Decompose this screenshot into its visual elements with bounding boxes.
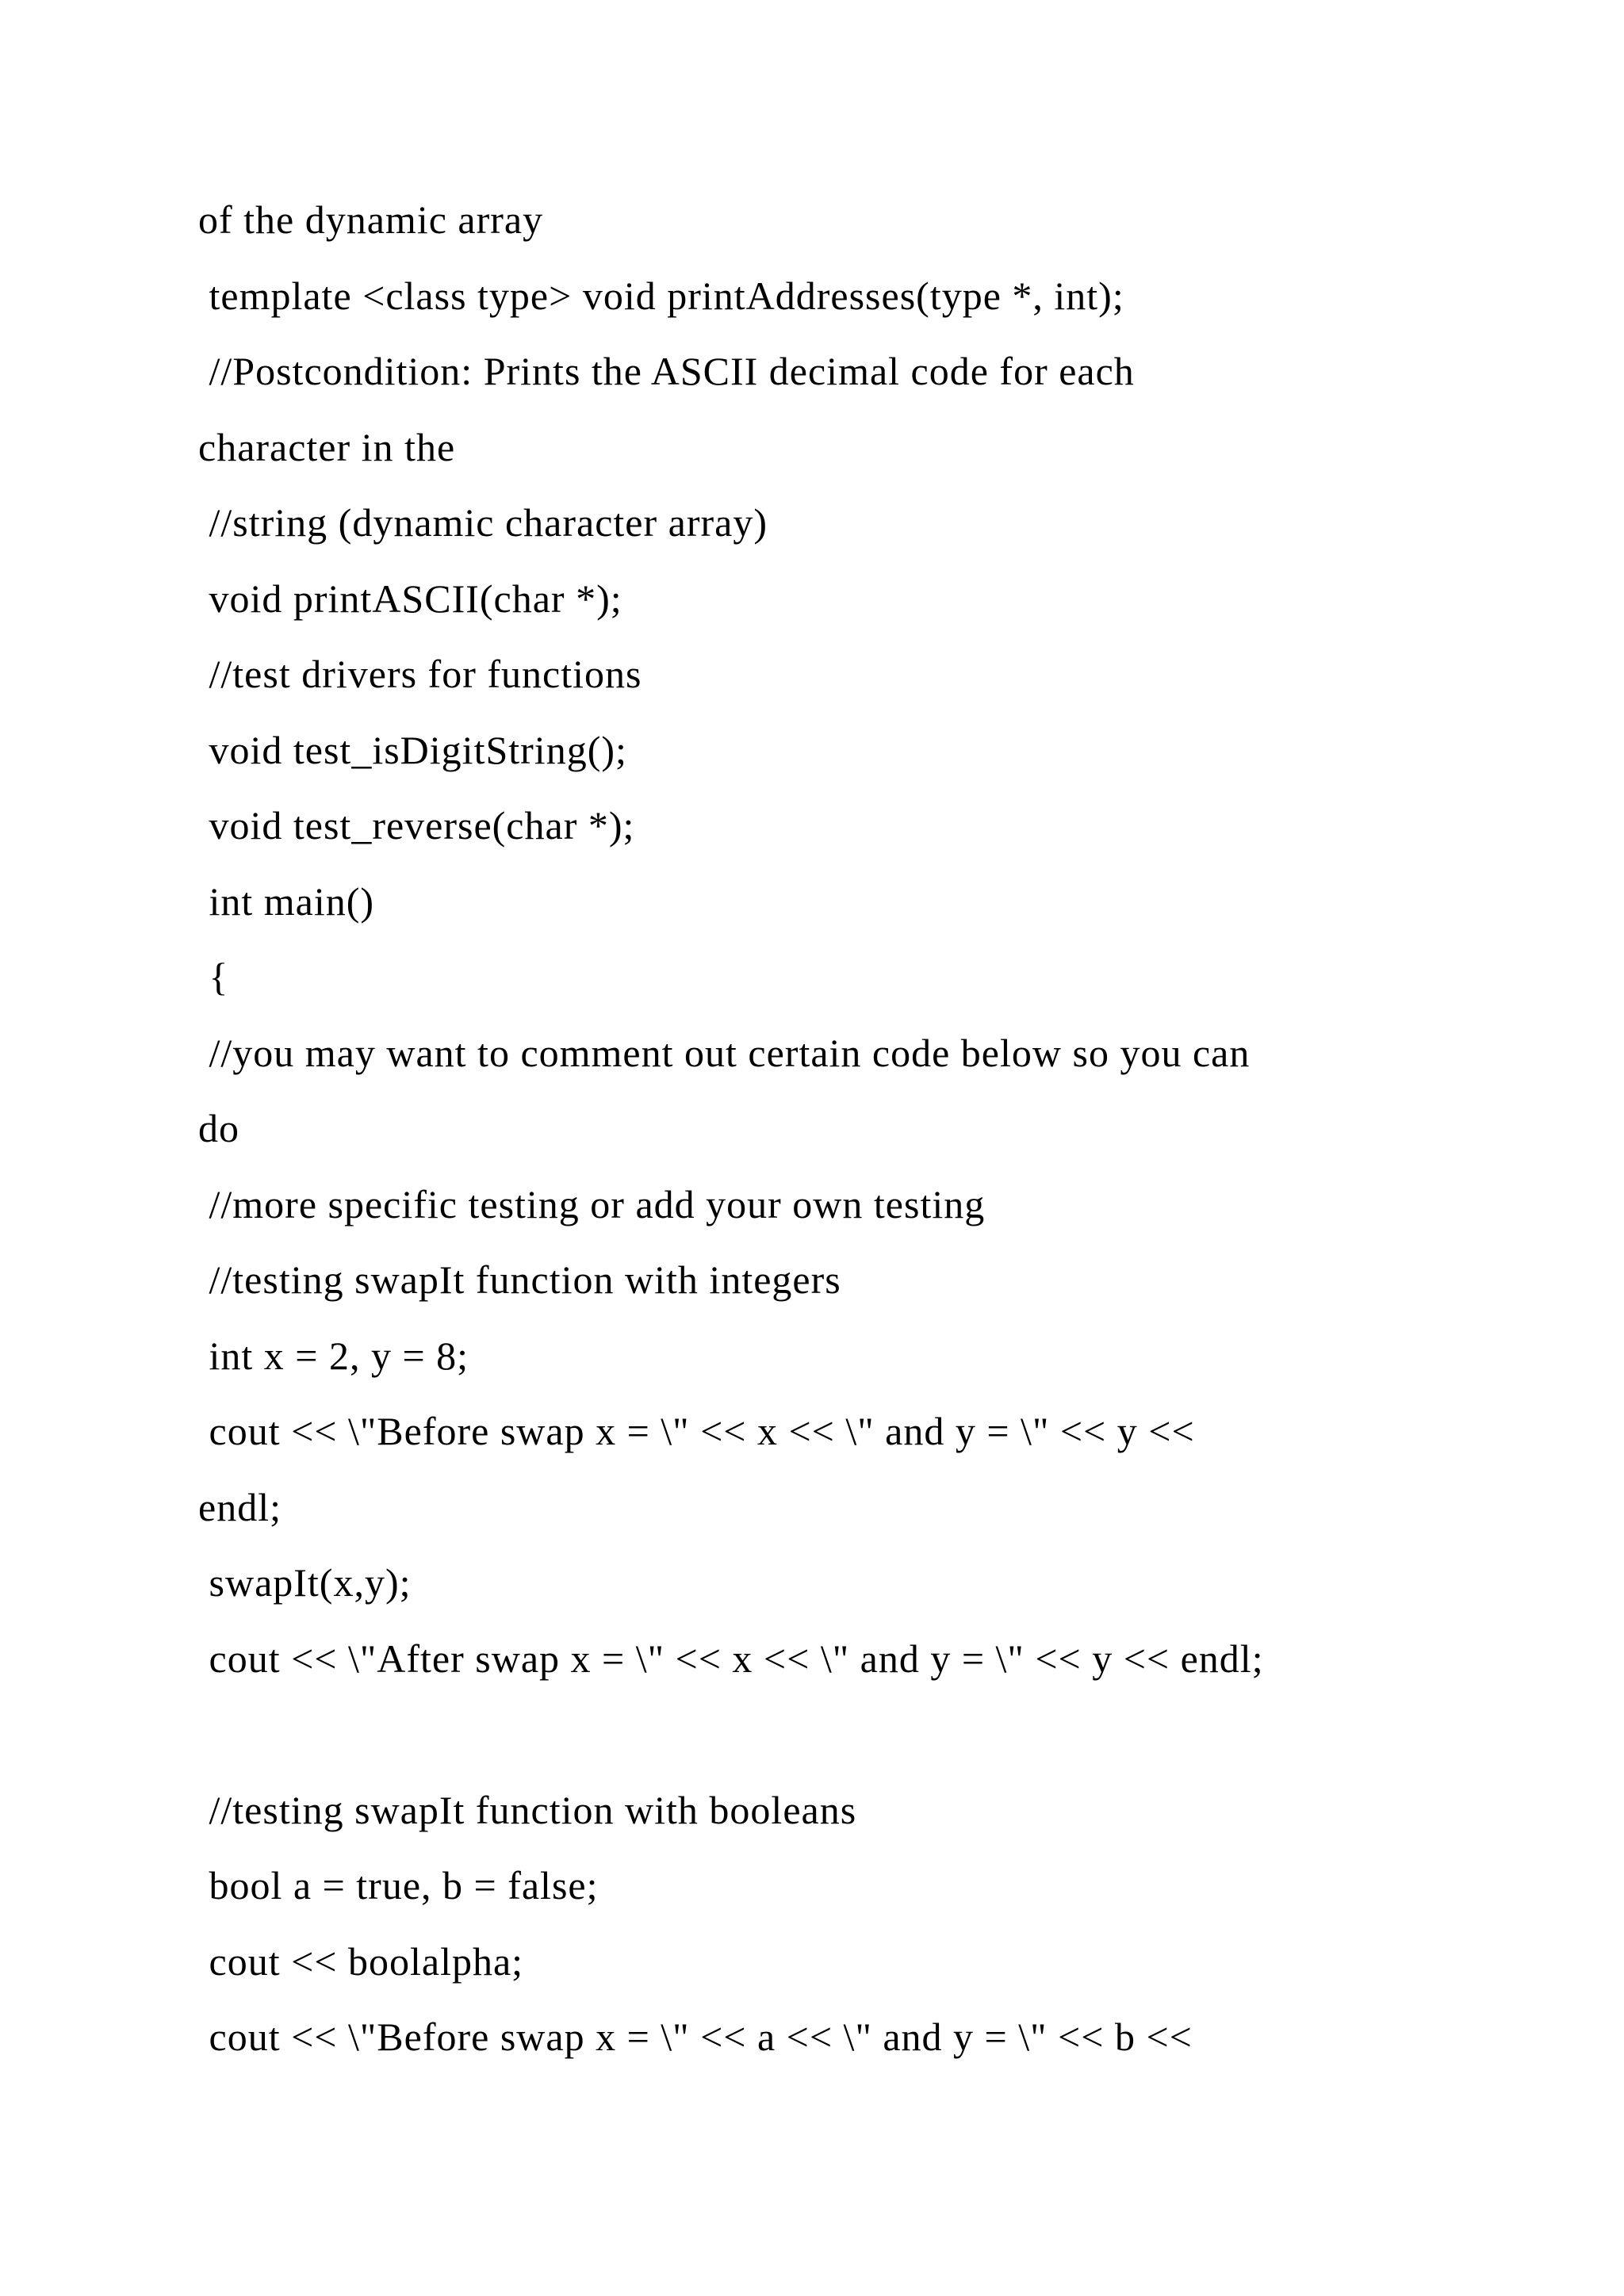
text-line: void test_reverse(char *); xyxy=(198,803,635,848)
text-line: //you may want to comment out certain code below so you can xyxy=(198,1031,1251,1075)
text-line: cout << boolalpha; xyxy=(198,1939,524,1984)
text-line: void test_isDigitString(); xyxy=(198,728,627,772)
text-line: { xyxy=(198,955,229,999)
text-line: int x = 2, y = 8; xyxy=(198,1334,469,1378)
text-line: of the dynamic array xyxy=(198,197,544,242)
text-line: character in the xyxy=(198,425,456,469)
text-line: cout << \"After swap x = \" << x << \" and y = \" << y << endl; xyxy=(198,1636,1264,1681)
text-line: //testing swapIt function with booleans xyxy=(198,1788,857,1832)
text-line: //Postcondition: Prints the ASCII decimal code for each xyxy=(198,349,1135,393)
text-line: template <class type> void printAddresses(type *, int); xyxy=(198,274,1124,318)
text-line: swapIt(x,y); xyxy=(198,1560,412,1605)
text-line: bool a = true, b = false; xyxy=(198,1863,599,1908)
text-line: do xyxy=(198,1106,239,1150)
text-line: cout << \"Before swap x = \" << a << \" and y = \" << b << xyxy=(198,2015,1193,2059)
text-line: void printASCII(char *); xyxy=(198,576,622,621)
text-line: endl; xyxy=(198,1485,282,1529)
text-line: cout << \"Before swap x = \" << x << \" and y = \" << y << xyxy=(198,1409,1195,1453)
text-line: //string (dynamic character array) xyxy=(198,500,768,545)
text-line: //testing swapIt function with integers xyxy=(198,1257,841,1302)
text-line: int main() xyxy=(198,879,375,924)
text-line: //more specific testing or add your own testing xyxy=(198,1182,986,1226)
text-line: //test drivers for functions xyxy=(198,652,642,696)
